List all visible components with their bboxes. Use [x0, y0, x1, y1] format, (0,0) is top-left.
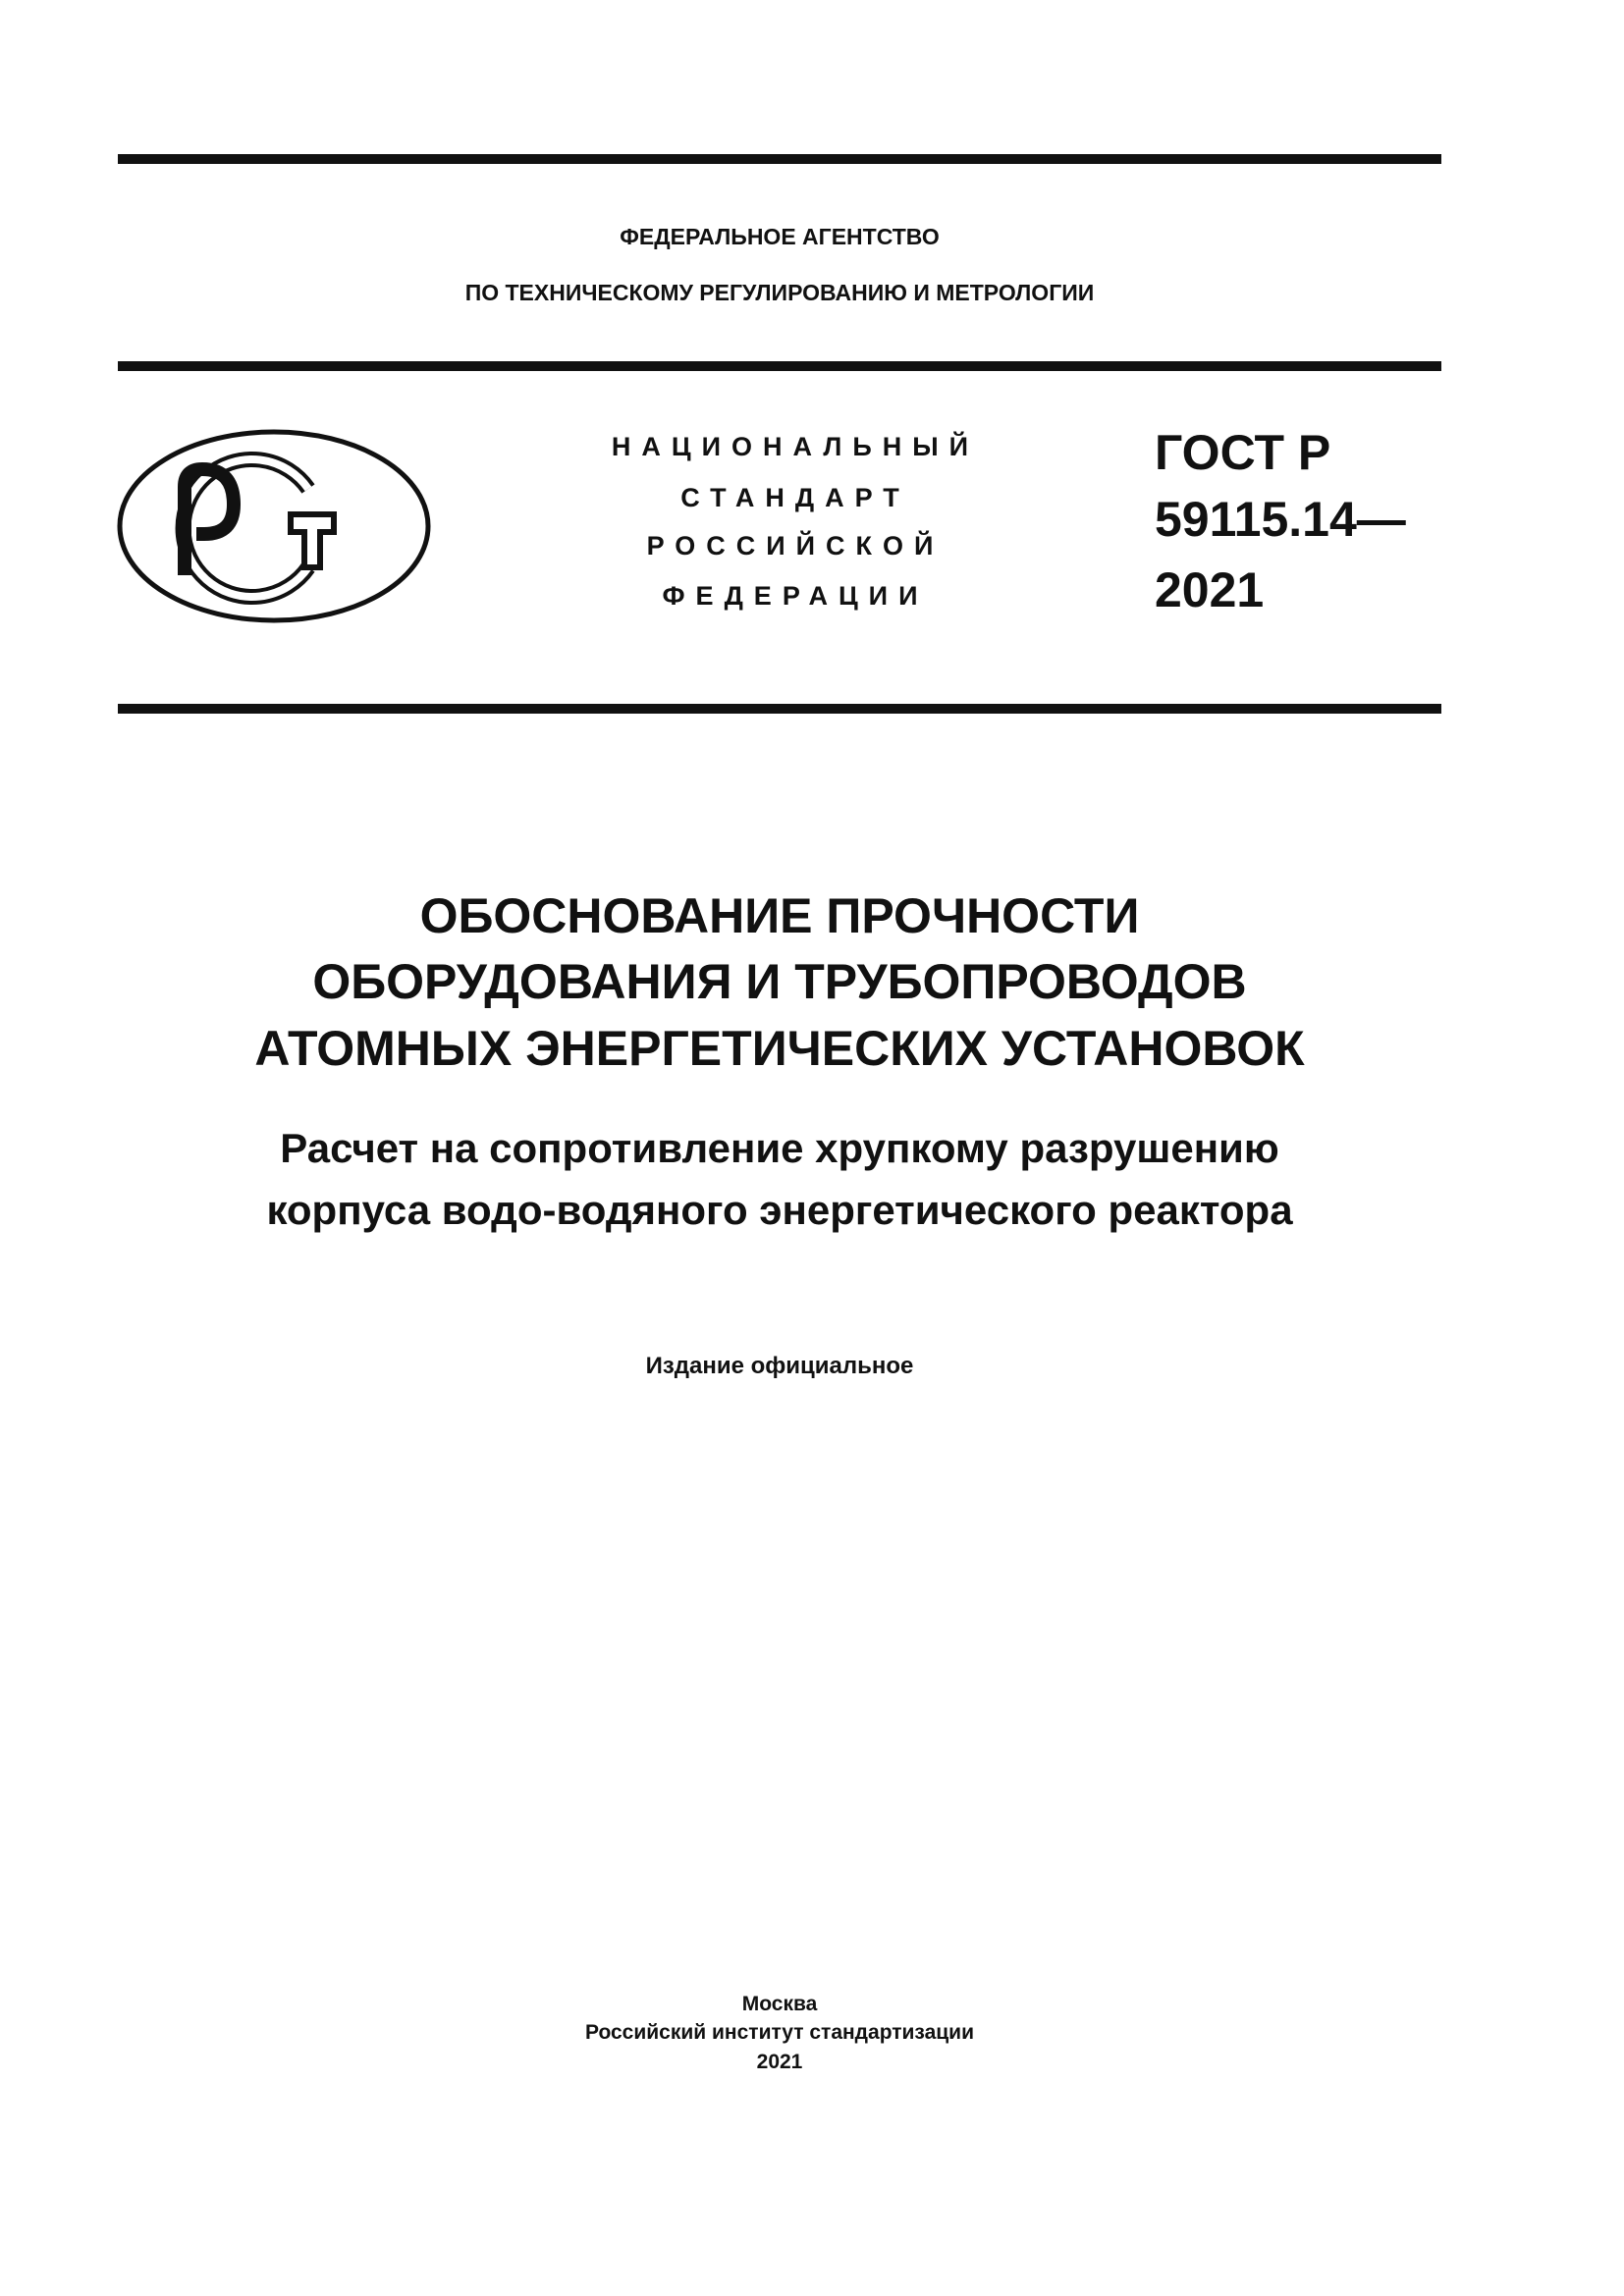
agency-line-2: ПО ТЕХНИЧЕСКОМУ РЕГУЛИРОВАНИЮ И МЕТРОЛОГИИ [464, 280, 1095, 305]
standard-type-line-3: РОССИЙСКОЙ [646, 531, 945, 561]
standard-type-line-2: СТАНДАРТ [680, 483, 910, 512]
title-line-1: ОБОСНОВАНИЕ ПРОЧНОСТИ [419, 888, 1140, 943]
subtitle-line-1: Расчет на сопротивление хрупкому разрушению [280, 1125, 1279, 1171]
middle-rule [118, 361, 1441, 371]
imprint-city: Москва [741, 1993, 818, 2015]
top-rule [118, 154, 1441, 164]
subtitle-line-2: корпуса водо-водяного энергетического реактора [266, 1187, 1293, 1233]
designation-line-1: ГОСТ Р [1155, 425, 1331, 480]
standard-type-line-4: ФЕДЕРАЦИИ [662, 581, 929, 611]
title-line-3: АТОМНЫХ ЭНЕРГЕТИЧЕСКИХ УСТАНОВОК [254, 1021, 1305, 1076]
edition-label: Издание официальное [645, 1353, 914, 1379]
designation-line-3: 2021 [1155, 562, 1265, 617]
designation-line-2: 59115.14— [1155, 492, 1406, 547]
agency-line-1: ФЕДЕРАЛЬНОЕ АГЕНТСТВО [620, 224, 940, 249]
imprint-publisher: Российский институт стандартизации [584, 2021, 975, 2044]
imprint-year: 2021 [756, 2051, 803, 2073]
gost-r-logo-icon [116, 428, 432, 624]
bottom-rule [118, 704, 1441, 714]
title-line-2: ОБОРУДОВАНИЯ И ТРУБОПРОВОДОВ [312, 954, 1247, 1009]
standard-type-line-1: НАЦИОНАЛЬНЫЙ [611, 432, 980, 461]
